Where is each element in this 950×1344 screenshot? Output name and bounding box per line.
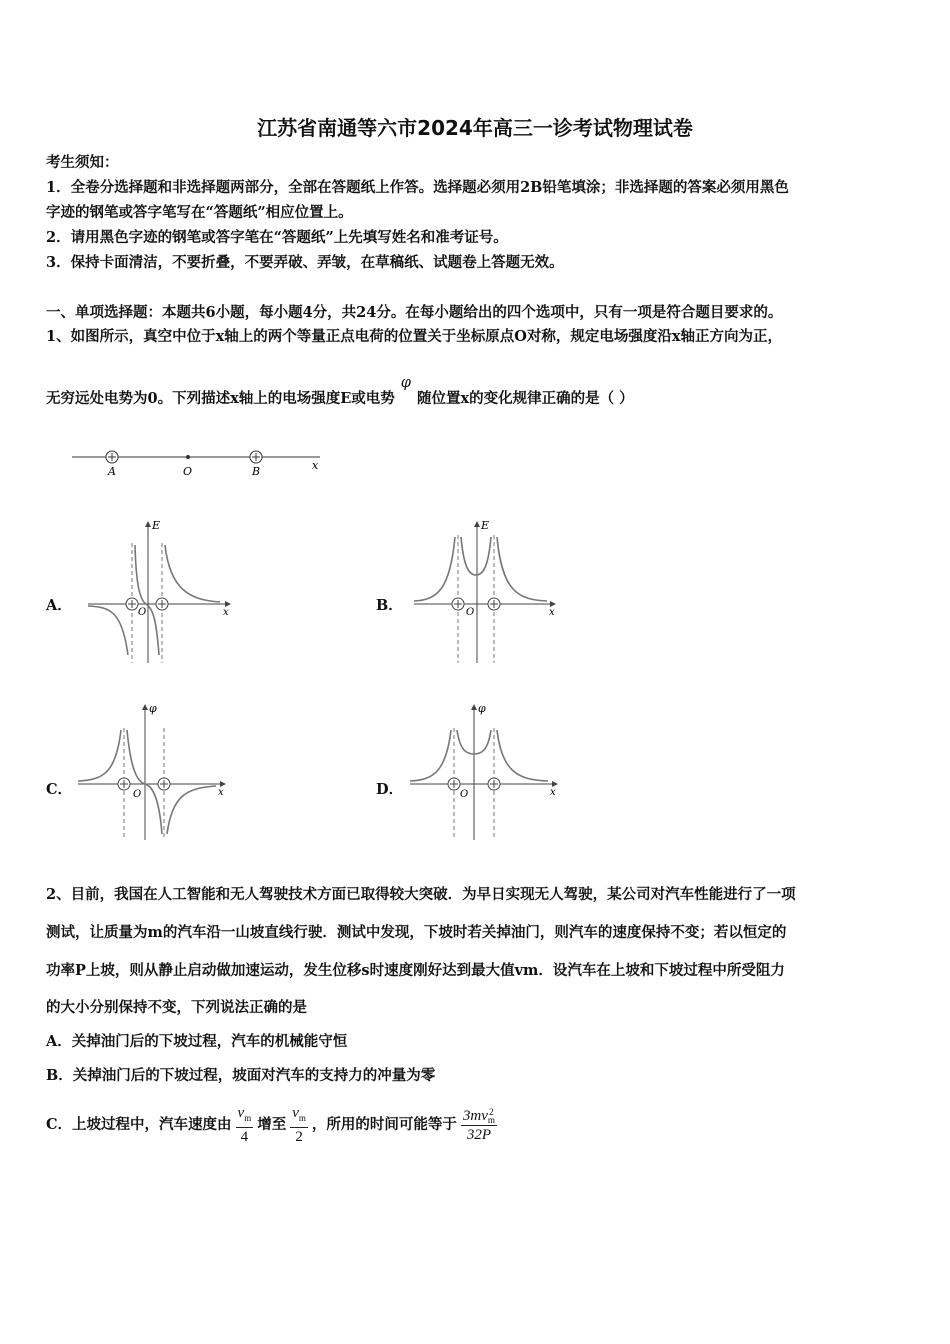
q1-line-2a: 无穷远处电势为0。下列描述x轴上的电场强度E或电势 xyxy=(46,390,395,407)
graph-a-origin: O xyxy=(138,607,147,618)
notice-line-2: 字迹的钢笔或答字笔写在“答题纸”相应位置上。 xyxy=(46,204,353,221)
q1-line-2b: 随位置x的变化规律正确的是（ ） xyxy=(416,390,634,407)
option-b-label: B． xyxy=(376,597,403,614)
graph-b-origin: O xyxy=(466,607,475,618)
graph-a-axis: E xyxy=(152,519,161,532)
notice-line-4: 3．保持卡面清洁，不要折叠，不要弄破、弄皱，在草稿纸、试题卷上答题无效。 xyxy=(46,254,564,271)
page-title: 江苏省南通等六市2024年高三一诊考试物理试卷 xyxy=(257,116,693,140)
notice-line-3: 2．请用黑色字迹的钢笔或答字笔在“答题纸”上先填写姓名和准考证号。 xyxy=(46,229,508,246)
fraction-time: 3mv 2 m 32P xyxy=(462,1107,495,1143)
label-o: O xyxy=(183,465,193,478)
graph-a xyxy=(80,515,240,665)
q2-option-c-part2: 增至 xyxy=(257,1116,287,1133)
fraction-vm-over-4: $\frac{v_m}{4}$ xyxy=(237,1105,252,1145)
graph-c-origin: O xyxy=(133,789,142,800)
q2-option-b: B．关掉油门后的下坡过程，坡面对汽车的支持力的冲量为零 xyxy=(46,1067,436,1084)
q2-option-c xyxy=(46,1104,501,1146)
graph-b xyxy=(412,515,572,665)
label-b: B xyxy=(252,465,261,478)
q2-option-a: A．关掉油门后的下坡过程，汽车的机械能守恒 xyxy=(46,1033,348,1050)
graph-d-axis: φ xyxy=(478,702,486,715)
charge-figure xyxy=(68,445,338,481)
graph-b-x: x xyxy=(549,607,555,618)
q2-option-c-part1: C．上坡过程中，汽车速度由 xyxy=(46,1116,232,1133)
section-heading: 一、单项选择题：本题共6小题，每小题4分，共24分。在每小题给出的四个选项中，只有一项是符合题目要求的。 xyxy=(46,304,783,321)
option-c-label: C． xyxy=(46,781,73,798)
q1-line-1: 1、如图所示，真空中位于x轴上的两个等量正点电荷的位置关于坐标原点O对称，规定电场强度沿x轴正方向为正， xyxy=(46,328,783,345)
q2-line-2: 测试，让质量为m的汽车沿一山坡直线行驶．测试中发现，下坡时若关掉油门，则汽车的速度保持不变；若以恒定的 xyxy=(46,924,787,941)
q2-line-1: 2、目前，我国在人工智能和无人驾驶技术方面已取得较大突破．为早日实现无人驾驶，某公司对汽车性能进行了一项 xyxy=(46,886,796,903)
graph-a-x: x xyxy=(223,607,229,618)
graph-c-axis: φ xyxy=(149,702,157,715)
graph-b-axis: E xyxy=(481,519,490,532)
graph-c-x: x xyxy=(218,787,224,798)
notice-heading: 考生须知： xyxy=(46,154,119,171)
q2-option-c-part3: ，所用的时间可能等于 xyxy=(311,1116,457,1133)
q2-line-4: 的大小分别保持不变，下列说法正确的是 xyxy=(46,999,307,1016)
q2-line-3: 功率P上坡，则从静止启动做加速运动，发生位移s时速度刚好达到最大值vm．设汽车在上坡和下坡过程中所受阻力 xyxy=(46,962,785,979)
graph-c xyxy=(76,700,236,845)
phi-symbol: φ xyxy=(400,375,411,391)
fraction-vm-over-2: $\frac{v_m}{2}$ xyxy=(292,1105,306,1145)
graph-d-origin: O xyxy=(460,789,469,800)
label-x: x xyxy=(312,459,319,472)
graph-d-x: x xyxy=(550,787,556,798)
q1-line-2 xyxy=(46,375,634,409)
graph-d xyxy=(408,700,568,845)
notice-line-1: 1．全卷分选择题和非选择题两部分，全部在答题纸上作答。选择题必须用2B铅笔填涂；非选择题的答案必须用黑色 xyxy=(46,179,789,196)
option-a-label: A． xyxy=(46,597,72,614)
option-d-label: D． xyxy=(376,781,404,798)
label-a: A xyxy=(108,465,116,478)
